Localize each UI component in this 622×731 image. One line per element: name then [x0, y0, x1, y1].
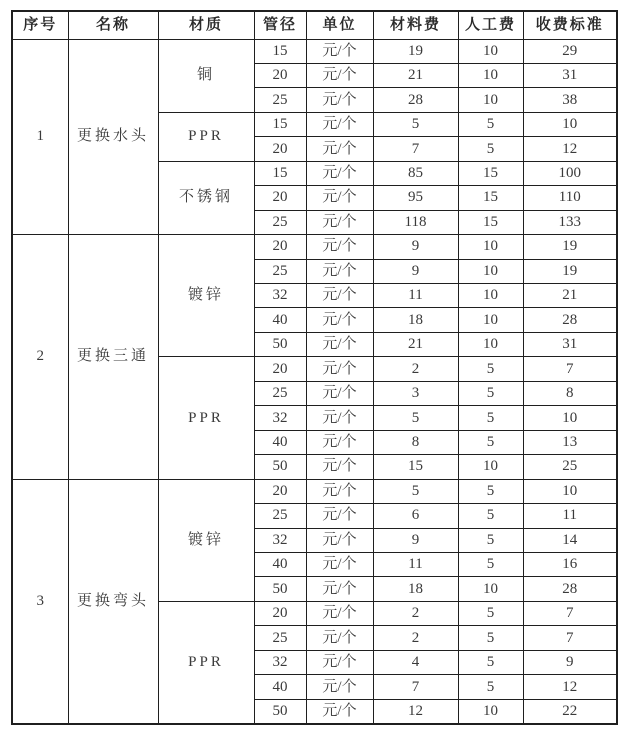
diameter-cell: 25: [254, 626, 306, 650]
unit-cell: 元/个: [306, 137, 373, 161]
unit-cell: 元/个: [306, 308, 373, 332]
material-fee-cell: 3: [373, 381, 458, 405]
unit-cell: 元/个: [306, 235, 373, 259]
labor-fee-cell: 15: [458, 210, 523, 234]
fee-standard-cell: 10: [523, 479, 617, 503]
col-header-unit: 单位: [306, 11, 373, 39]
material-fee-cell: 2: [373, 626, 458, 650]
unit-cell: 元/个: [306, 406, 373, 430]
fee-standard-cell: 10: [523, 112, 617, 136]
table-body: [12, 39, 617, 724]
labor-fee-cell: 10: [458, 332, 523, 356]
labor-fee-cell: 10: [458, 88, 523, 112]
material-fee-cell: 9: [373, 528, 458, 552]
unit-cell: 元/个: [306, 186, 373, 210]
labor-fee-cell: 5: [458, 601, 523, 625]
labor-fee-cell: 10: [458, 577, 523, 601]
diameter-cell: 25: [254, 504, 306, 528]
unit-cell: 元/个: [306, 626, 373, 650]
unit-cell: 元/个: [306, 528, 373, 552]
name-cell: 更换水头: [68, 39, 158, 235]
labor-fee-cell: 10: [458, 699, 523, 723]
material-fee-cell: 28: [373, 88, 458, 112]
labor-fee-cell: 5: [458, 430, 523, 454]
unit-cell: 元/个: [306, 504, 373, 528]
unit-cell: 元/个: [306, 601, 373, 625]
unit-cell: 元/个: [306, 479, 373, 503]
fee-standard-cell: 28: [523, 577, 617, 601]
diameter-cell: 20: [254, 137, 306, 161]
index-cell: 3: [12, 479, 68, 724]
diameter-cell: 50: [254, 699, 306, 723]
col-header-name: 名称: [68, 11, 158, 39]
index-cell: 2: [12, 235, 68, 480]
unit-cell: 元/个: [306, 161, 373, 185]
diameter-cell: 25: [254, 259, 306, 283]
labor-fee-cell: 10: [458, 235, 523, 259]
diameter-cell: 15: [254, 112, 306, 136]
fee-standard-cell: 7: [523, 357, 617, 381]
unit-cell: 元/个: [306, 699, 373, 723]
col-header-material: 材质: [158, 11, 254, 39]
material-cell: 不锈钢: [158, 161, 254, 234]
diameter-cell: 25: [254, 210, 306, 234]
material-fee-cell: 18: [373, 577, 458, 601]
diameter-cell: 50: [254, 332, 306, 356]
diameter-cell: 50: [254, 455, 306, 479]
material-fee-cell: 11: [373, 553, 458, 577]
diameter-cell: 25: [254, 88, 306, 112]
material-fee-cell: 5: [373, 479, 458, 503]
fee-standard-cell: 21: [523, 284, 617, 308]
labor-fee-cell: 5: [458, 112, 523, 136]
labor-fee-cell: 5: [458, 357, 523, 381]
labor-fee-cell: 10: [458, 63, 523, 87]
pricing-table: [11, 10, 618, 725]
fee-standard-cell: 16: [523, 553, 617, 577]
material-cell: 镀锌: [158, 235, 254, 357]
col-header-material-fee: 材料费: [373, 11, 458, 39]
price-table-container: [11, 10, 618, 725]
labor-fee-cell: 15: [458, 186, 523, 210]
diameter-cell: 40: [254, 430, 306, 454]
labor-fee-cell: 5: [458, 504, 523, 528]
fee-standard-cell: 9: [523, 650, 617, 674]
material-fee-cell: 6: [373, 504, 458, 528]
diameter-cell: 25: [254, 381, 306, 405]
material-cell: 铜: [158, 39, 254, 112]
fee-standard-cell: 10: [523, 406, 617, 430]
table-row: [12, 235, 617, 259]
unit-cell: 元/个: [306, 284, 373, 308]
material-fee-cell: 8: [373, 430, 458, 454]
unit-cell: 元/个: [306, 88, 373, 112]
material-cell: PPR: [158, 601, 254, 723]
material-fee-cell: 2: [373, 601, 458, 625]
fee-standard-cell: 133: [523, 210, 617, 234]
name-cell: 更换三通: [68, 235, 158, 480]
material-fee-cell: 9: [373, 235, 458, 259]
material-fee-cell: 7: [373, 137, 458, 161]
labor-fee-cell: 10: [458, 259, 523, 283]
material-fee-cell: 2: [373, 357, 458, 381]
col-header-fee-standard: 收费标准: [523, 11, 617, 39]
material-fee-cell: 18: [373, 308, 458, 332]
diameter-cell: 20: [254, 235, 306, 259]
unit-cell: 元/个: [306, 332, 373, 356]
labor-fee-cell: 15: [458, 161, 523, 185]
fee-standard-cell: 14: [523, 528, 617, 552]
unit-cell: 元/个: [306, 357, 373, 381]
unit-cell: 元/个: [306, 553, 373, 577]
fee-standard-cell: 28: [523, 308, 617, 332]
material-fee-cell: 21: [373, 332, 458, 356]
fee-standard-cell: 22: [523, 699, 617, 723]
fee-standard-cell: 31: [523, 63, 617, 87]
fee-standard-cell: 13: [523, 430, 617, 454]
fee-standard-cell: 19: [523, 235, 617, 259]
table-row: [12, 479, 617, 503]
diameter-cell: 15: [254, 161, 306, 185]
labor-fee-cell: 5: [458, 553, 523, 577]
fee-standard-cell: 12: [523, 137, 617, 161]
fee-standard-cell: 100: [523, 161, 617, 185]
material-fee-cell: 7: [373, 675, 458, 699]
labor-fee-cell: 10: [458, 455, 523, 479]
diameter-cell: 32: [254, 650, 306, 674]
fee-standard-cell: 11: [523, 504, 617, 528]
unit-cell: 元/个: [306, 210, 373, 234]
material-fee-cell: 11: [373, 284, 458, 308]
fee-standard-cell: 31: [523, 332, 617, 356]
diameter-cell: 20: [254, 63, 306, 87]
material-fee-cell: 95: [373, 186, 458, 210]
diameter-cell: 32: [254, 528, 306, 552]
fee-standard-cell: 12: [523, 675, 617, 699]
fee-standard-cell: 25: [523, 455, 617, 479]
unit-cell: 元/个: [306, 259, 373, 283]
diameter-cell: 20: [254, 601, 306, 625]
unit-cell: 元/个: [306, 112, 373, 136]
diameter-cell: 50: [254, 577, 306, 601]
labor-fee-cell: 5: [458, 626, 523, 650]
name-cell: 更换弯头: [68, 479, 158, 724]
material-fee-cell: 5: [373, 112, 458, 136]
col-header-diameter: 管径: [254, 11, 306, 39]
header-row: [12, 11, 617, 39]
diameter-cell: 20: [254, 186, 306, 210]
diameter-cell: 20: [254, 357, 306, 381]
labor-fee-cell: 5: [458, 675, 523, 699]
material-fee-cell: 21: [373, 63, 458, 87]
material-cell: 镀锌: [158, 479, 254, 601]
index-cell: 1: [12, 39, 68, 235]
labor-fee-cell: 5: [458, 479, 523, 503]
material-cell: PPR: [158, 112, 254, 161]
table-header: [12, 11, 617, 39]
unit-cell: 元/个: [306, 650, 373, 674]
material-fee-cell: 4: [373, 650, 458, 674]
unit-cell: 元/个: [306, 381, 373, 405]
labor-fee-cell: 10: [458, 39, 523, 63]
unit-cell: 元/个: [306, 39, 373, 63]
fee-standard-cell: 7: [523, 626, 617, 650]
labor-fee-cell: 5: [458, 406, 523, 430]
diameter-cell: 32: [254, 406, 306, 430]
fee-standard-cell: 110: [523, 186, 617, 210]
col-header-index: 序号: [12, 11, 68, 39]
table-row: [12, 39, 617, 63]
material-cell: PPR: [158, 357, 254, 479]
labor-fee-cell: 5: [458, 528, 523, 552]
material-fee-cell: 19: [373, 39, 458, 63]
labor-fee-cell: 5: [458, 137, 523, 161]
material-fee-cell: 9: [373, 259, 458, 283]
col-header-labor-fee: 人工费: [458, 11, 523, 39]
unit-cell: 元/个: [306, 577, 373, 601]
diameter-cell: 20: [254, 479, 306, 503]
labor-fee-cell: 10: [458, 308, 523, 332]
unit-cell: 元/个: [306, 430, 373, 454]
unit-cell: 元/个: [306, 63, 373, 87]
unit-cell: 元/个: [306, 675, 373, 699]
diameter-cell: 40: [254, 308, 306, 332]
labor-fee-cell: 5: [458, 650, 523, 674]
material-fee-cell: 12: [373, 699, 458, 723]
fee-standard-cell: 38: [523, 88, 617, 112]
material-fee-cell: 5: [373, 406, 458, 430]
unit-cell: 元/个: [306, 455, 373, 479]
labor-fee-cell: 5: [458, 381, 523, 405]
fee-standard-cell: 8: [523, 381, 617, 405]
material-fee-cell: 15: [373, 455, 458, 479]
material-fee-cell: 85: [373, 161, 458, 185]
labor-fee-cell: 10: [458, 284, 523, 308]
diameter-cell: 40: [254, 675, 306, 699]
fee-standard-cell: 19: [523, 259, 617, 283]
fee-standard-cell: 7: [523, 601, 617, 625]
material-fee-cell: 118: [373, 210, 458, 234]
fee-standard-cell: 29: [523, 39, 617, 63]
diameter-cell: 32: [254, 284, 306, 308]
diameter-cell: 40: [254, 553, 306, 577]
diameter-cell: 15: [254, 39, 306, 63]
